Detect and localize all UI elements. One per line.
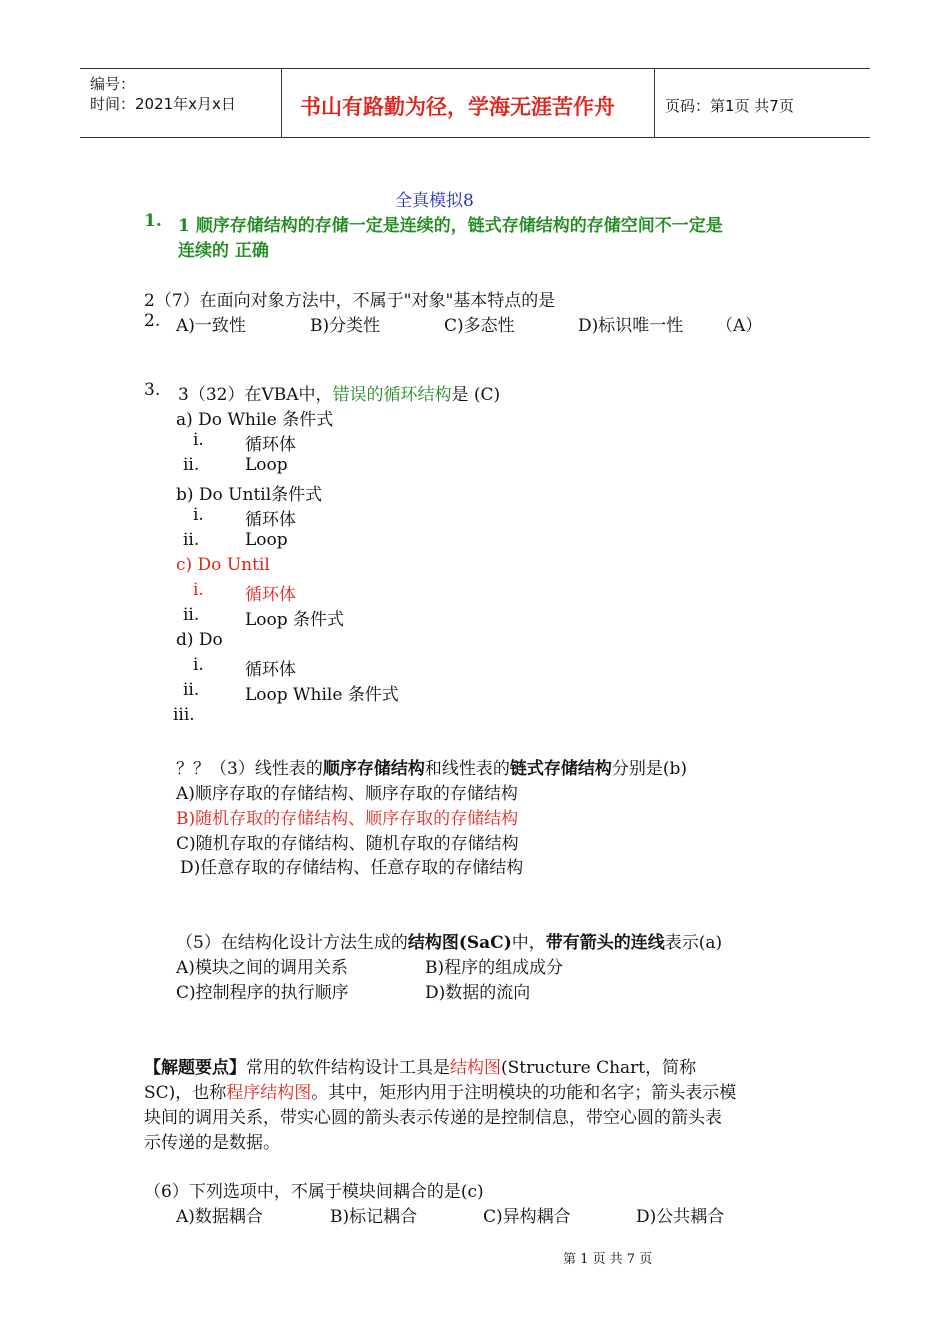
page-footer: 第 1 页 共 7 页 xyxy=(563,1252,653,1267)
question-1-line: 1 顺序存储结构的存储一定是连续的，链式存储结构的存储空间不一定是 xyxy=(178,216,723,236)
sub-text: 循环体 xyxy=(245,585,296,605)
question-6-option-d: D)公共耦合 xyxy=(636,1207,725,1227)
tip-line: 块间的调用关系，带实心圆的箭头表示传递的是控制信息，带空心圆的箭头表 xyxy=(144,1108,722,1128)
header-motto: 书山有路勤为径，学海无涯苦作舟 xyxy=(300,95,615,119)
sub-text: Loop xyxy=(245,530,288,550)
option-c-label: c) Do Until xyxy=(176,555,270,575)
question-2-option-a: A)一致性 xyxy=(176,316,246,336)
question-2-option-d: D)标识唯一性 xyxy=(578,316,684,336)
sub-text: 循环体 xyxy=(245,435,296,455)
sub-numeral: i. xyxy=(193,430,204,450)
question-4-option-b: B)随机存取的存储结构、顺序存取的存储结构 xyxy=(176,809,519,829)
sub-numeral: i. xyxy=(193,505,204,525)
question-4-stem: ？？（3）线性表的顺序存储结构和线性表的链式存储结构分别是(b) xyxy=(176,759,687,779)
option-a-label: a) Do While 条件式 xyxy=(176,410,334,430)
sub-numeral: ii. xyxy=(183,455,200,475)
question-5-option-c: C)控制程序的执行顺序 xyxy=(176,983,349,1003)
question-4-option-d: D)任意存取的存储结构、任意存取的存储结构 xyxy=(180,858,524,878)
sub-numeral: i. xyxy=(193,655,204,675)
option-b-label: b) Do Until条件式 xyxy=(176,485,323,505)
sub-text: Loop xyxy=(245,455,288,475)
sub-text: 循环体 xyxy=(245,510,296,530)
header-page-code: 页码：第1页 共7页 xyxy=(665,97,794,115)
page-header xyxy=(80,68,870,138)
sub-numeral: ii. xyxy=(183,605,200,625)
question-4-option-a: A)顺序存取的存储结构、顺序存取的存储结构 xyxy=(176,784,518,804)
question-6-option-a: A)数据耦合 xyxy=(176,1207,263,1227)
page-title: 全真模拟8 xyxy=(395,191,474,211)
question-5-stem: （5）在结构化设计方法生成的结构图(SaC)中，带有箭头的连线表示(a) xyxy=(176,933,723,953)
question-1-line: 连续的 正确 xyxy=(178,241,269,261)
question-5-option-a: A)模块之间的调用关系 xyxy=(176,958,348,978)
document-number-label: 编号： xyxy=(90,75,136,93)
question-6-option-b: B)标记耦合 xyxy=(330,1207,418,1227)
question-2-option-c: C)多态性 xyxy=(444,316,515,336)
option-d-label: d) Do xyxy=(176,630,223,650)
question-4-option-c: C)随机存取的存储结构、随机存取的存储结构 xyxy=(176,834,519,854)
tip-line: SC)，也称程序结构图。其中，矩形内用于注明模块的功能和名字；箭头表示模 xyxy=(144,1083,737,1103)
sub-text: Loop 条件式 xyxy=(245,610,345,630)
question-3-number: 3. xyxy=(144,380,161,400)
sub-numeral: iii. xyxy=(173,705,195,725)
question-1-number: 1. xyxy=(144,211,162,231)
question-2-stem: 2（7）在面向对象方法中，不属于"对象"基本特点的是 xyxy=(144,291,556,311)
tip-line: 示传递的是数据。 xyxy=(144,1133,280,1153)
sub-numeral: i. xyxy=(193,580,204,600)
header-divider xyxy=(654,69,655,137)
sub-text: 循环体 xyxy=(245,660,296,680)
question-2-option-b: B)分类性 xyxy=(310,316,381,336)
sub-numeral: ii. xyxy=(183,530,200,550)
question-5-option-b: B)程序的组成成分 xyxy=(425,958,564,978)
question-2-number: 2. xyxy=(144,311,161,331)
question-5-option-d: D)数据的流向 xyxy=(425,983,531,1003)
sub-numeral: ii. xyxy=(183,680,200,700)
document-date: 时间：2021年x月x日 xyxy=(90,95,236,113)
question-6-stem: （6）下列选项中，不属于模块间耦合的是(c) xyxy=(144,1182,484,1202)
tip-line: 【解题要点】常用的软件结构设计工具是结构图(Structure Chart，简称 xyxy=(144,1058,697,1078)
question-3-stem: 3（32）在VBA中，错误的循环结构是 (C) xyxy=(178,385,501,405)
header-divider xyxy=(281,69,282,137)
question-2-answer: （A） xyxy=(716,316,763,336)
question-6-option-c: C)异构耦合 xyxy=(483,1207,571,1227)
sub-text: Loop While 条件式 xyxy=(245,685,399,705)
